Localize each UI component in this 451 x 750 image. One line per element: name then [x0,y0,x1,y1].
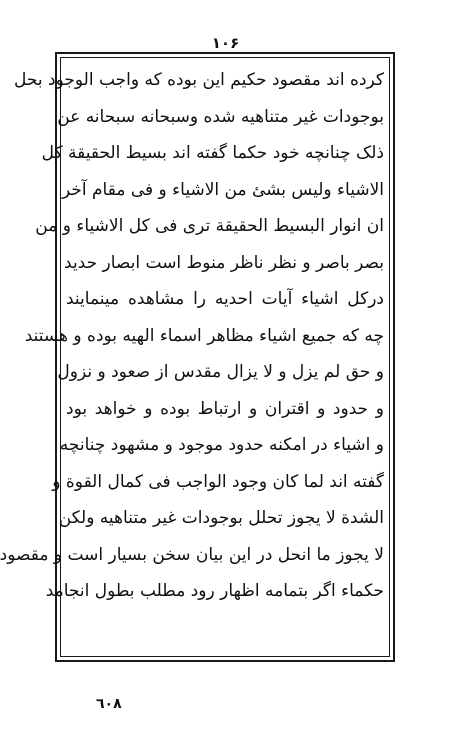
text-line: ذلک چنانچه خود حکما گفته اند بسیط الحقیقة کل [41,143,384,163]
text-line: و اشیاء در امکنه حدود موجود و مشهود چنانچه [59,435,384,455]
text-line: گفته اند لما کان وجود الواجب فی کمال القوة و [52,471,384,492]
text-line: کرده اند مقصود حکیم این بوده که واجب الوجود بحل [14,70,384,90]
text-line: چه که جمیع اشیاء مظاهر اسماء الهیه بوده و هستند [24,325,384,346]
text-line: درکل اشیاء آیات احدیه را مشاهده مینمایند [66,289,384,309]
manuscript-text-block [0,62,384,610]
text-line: بوجودات غیر متناهیه شده وسبحانه سبحانه عن [57,106,384,127]
text-line: الشدة لا یجوز تحلل بوجودات غیر متناهیه ولکن [58,508,384,528]
text-line: ان انوار البسیط الحقیقة تری فی کل الاشیاء و من [35,216,384,236]
text-line: و حق لم یزل و لا یزال مقدس از صعود و نزول [57,362,384,382]
page-number: ١٠۶ [211,34,240,52]
text-line: بصر باصر و نظر ناظر منوط است ابصار حدید [64,252,384,273]
text-line: لا یجوز ما انحل در این بیان سخن بسیار است و مقصود [0,544,384,565]
text-line: الاشیاء ولیس بشئ من الاشیاء و فی مقام آخر [62,179,384,200]
footer-mark: ٦٠٨ [96,696,122,712]
text-line: و حدود و اقتران و ارتباط بوده و خواهد بود [66,398,384,419]
text-line: حکماء اگر بتمامه اظهار رود مطلب بطول انجامد [45,581,384,601]
